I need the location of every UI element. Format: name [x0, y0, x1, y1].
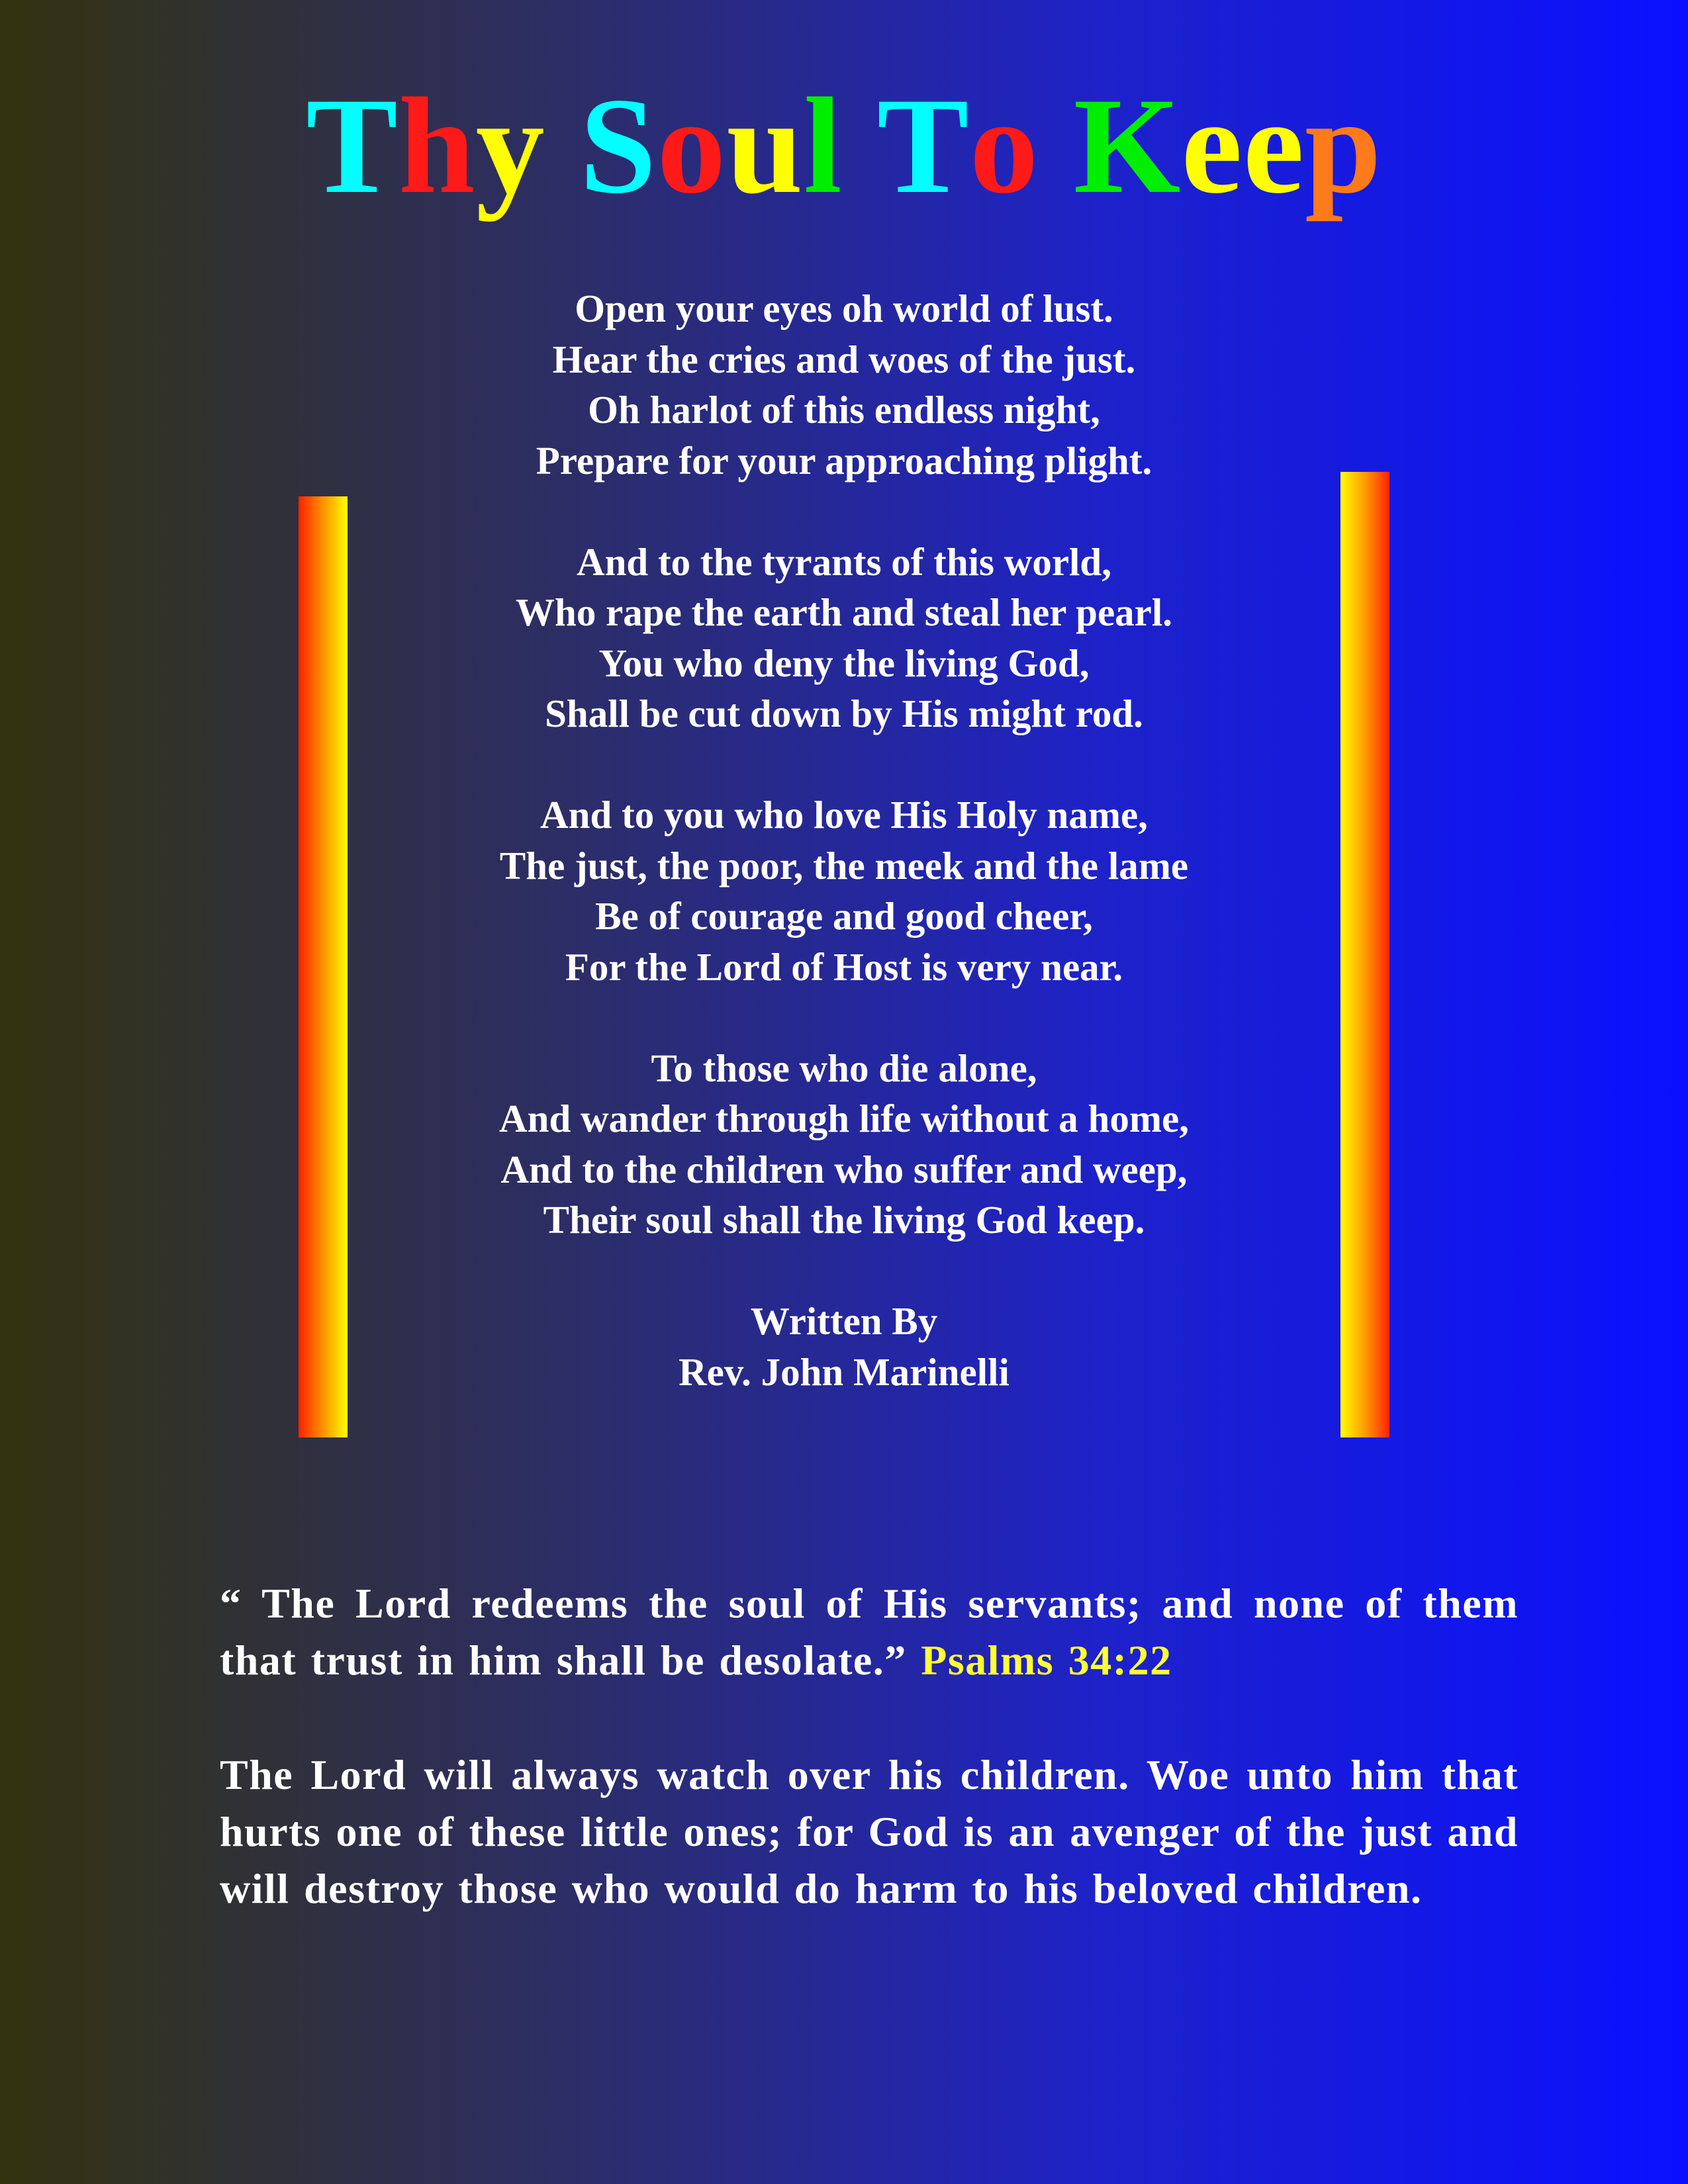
- poem-line: Be of courage and good cheer,: [595, 894, 1093, 938]
- byline-author: Rev. John Marinelli: [679, 1349, 1009, 1394]
- poem-line: For the Lord of Host is very near.: [565, 944, 1123, 989]
- byline: [331, 1296, 1357, 1397]
- poem-line: And to the children who suffer and weep,: [500, 1147, 1188, 1191]
- poem-line: Prepare for your approaching plight.: [536, 438, 1152, 482]
- page-title: [0, 69, 1688, 222]
- poem-line: Shall be cut down by His might rod.: [545, 692, 1143, 735]
- title-letter: e: [1243, 69, 1305, 222]
- poem-line: Hear the cries and woes of the just.: [552, 337, 1136, 381]
- scripture-quote: [220, 1575, 1519, 1689]
- scripture-quote-text: “ The Lord redeems the soul of His servants; and none of them that trust in him shall be desolate.”: [220, 1580, 1519, 1684]
- poem-line: To those who die alone,: [651, 1046, 1037, 1090]
- poem-line: And to you who love His Holy name,: [540, 793, 1148, 837]
- title-letter: e: [1181, 69, 1243, 222]
- poem: [331, 283, 1357, 1397]
- title-letter: K: [1073, 69, 1182, 222]
- title-letter: u: [726, 69, 804, 222]
- title-letter: T: [876, 69, 970, 222]
- poem-line: Oh harlot of this endless night,: [588, 388, 1100, 432]
- title-letter: l: [804, 69, 843, 222]
- byline-label: Written By: [750, 1299, 938, 1343]
- poem-stanza-1: [331, 283, 1357, 486]
- poem-line: Their soul shall the living God keep.: [543, 1198, 1145, 1242]
- title-letter: h: [399, 69, 476, 222]
- poem-line: Open your eyes oh world of lust.: [575, 287, 1113, 330]
- poem-line: And wander through life without a home,: [499, 1097, 1189, 1140]
- poem-line: The just, the poor, the meek and the lame: [499, 843, 1189, 887]
- poem-stanza-3: [331, 790, 1357, 992]
- poem-stanza-4: [331, 1043, 1357, 1246]
- title-letter: p: [1305, 69, 1382, 222]
- poem-line: Who rape the earth and steal her pearl.: [516, 590, 1172, 634]
- poem-line: And to the tyrants of this world,: [577, 539, 1111, 584]
- title-letter: o: [969, 69, 1039, 222]
- title-letter: S: [579, 69, 657, 222]
- title-letter: y: [475, 69, 545, 222]
- poem-stanza-2: [331, 537, 1357, 739]
- closing-paragraph: The Lord will always watch over his children. Woe unto him that hurts one of these little ones; for God is an avenger of the just and will destroy those who would do harm to his beloved children.: [220, 1751, 1519, 1912]
- title-letter: o: [657, 69, 727, 222]
- poem-line: You who deny the living God,: [598, 641, 1090, 685]
- scripture-reference: Psalms 34:22: [921, 1637, 1172, 1684]
- title-letter: T: [306, 69, 399, 222]
